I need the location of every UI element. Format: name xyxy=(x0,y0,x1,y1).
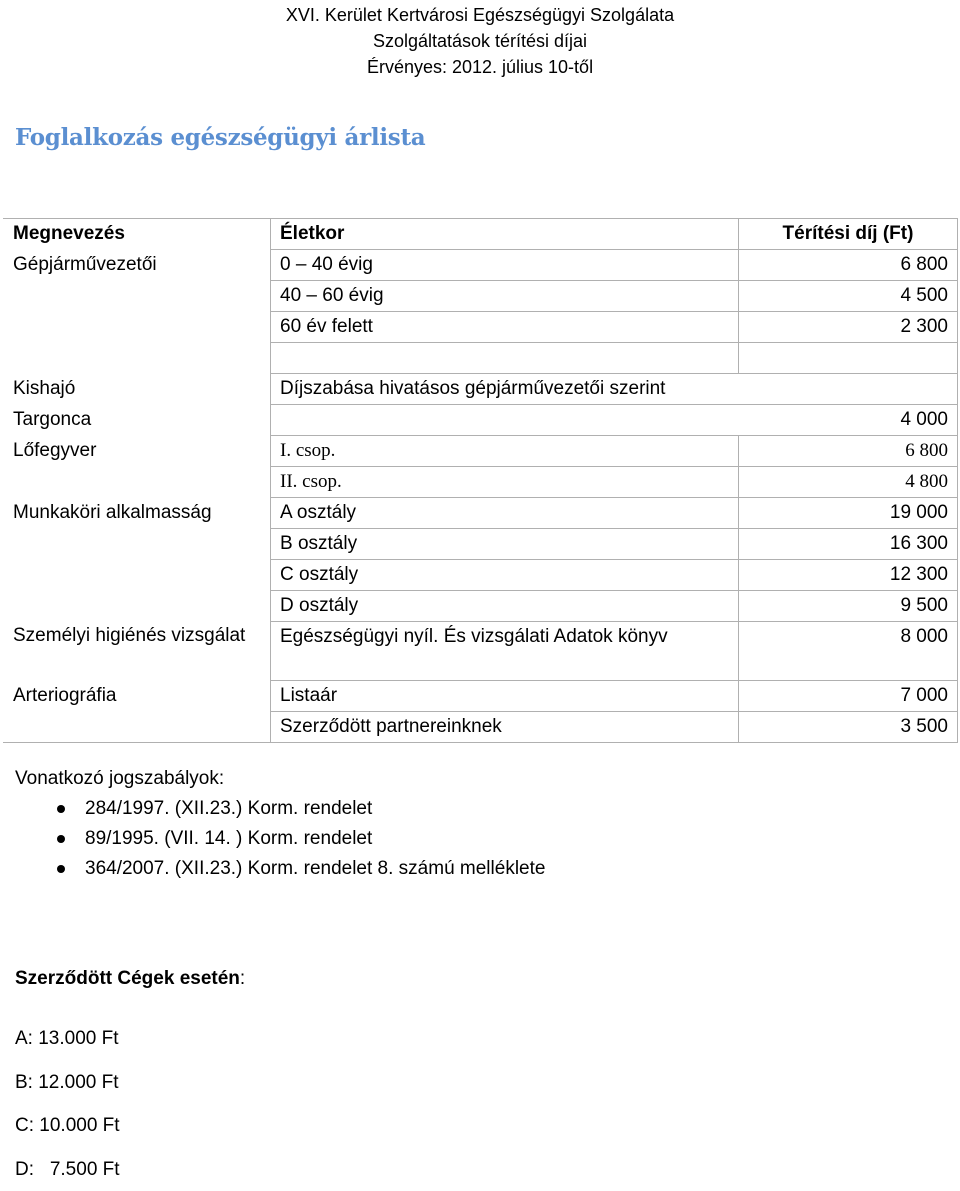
cell-price xyxy=(739,343,958,374)
cell-age: 0 – 40 évig xyxy=(271,250,739,281)
cell-age: II. csop. xyxy=(271,467,739,498)
list-item: 89/1995. (VII. 14. ) Korm. rendelet xyxy=(15,824,545,854)
cell-price: 4 000 xyxy=(271,405,958,436)
cell-price: 6 800 xyxy=(739,250,958,281)
cell-age: Díjszabása hivatásos gépjárművezetői szerint xyxy=(271,374,958,405)
price-table xyxy=(3,218,958,743)
header-line-2: Szolgáltatások térítési díjai xyxy=(0,28,960,54)
cell-age: Szerződött partnereinknek xyxy=(271,712,739,743)
table-row xyxy=(4,681,958,712)
header-line-1: XVI. Kerület Kertvárosi Egészségügyi Szolgálata xyxy=(0,2,960,28)
cell-name xyxy=(4,712,271,743)
cell-name: Munkaköri alkalmasság xyxy=(4,498,271,529)
table-row xyxy=(4,436,958,467)
table-row xyxy=(4,622,958,681)
contract-title-colon: : xyxy=(240,968,245,989)
cell-name: Kishajó xyxy=(4,374,271,405)
table-row xyxy=(4,312,958,343)
cell-age: B osztály xyxy=(271,529,739,560)
cell-name: Személyi higiénés vizsgálat xyxy=(4,622,271,681)
contract-section xyxy=(15,968,245,1191)
cell-name xyxy=(4,281,271,312)
regulations-list xyxy=(15,794,545,884)
table-row xyxy=(4,405,958,436)
document-header xyxy=(0,0,960,80)
regulations-title: Vonatkozó jogszabályok: xyxy=(15,764,545,794)
cell-name: Arteriográfia xyxy=(4,681,271,712)
table-row xyxy=(4,560,958,591)
cell-price: 2 300 xyxy=(739,312,958,343)
cell-price: 8 000 xyxy=(739,622,958,681)
table-row xyxy=(4,591,958,622)
list-item: 364/2007. (XII.23.) Korm. rendelet 8. számú melléklete xyxy=(15,854,545,884)
table-header-row xyxy=(4,219,958,250)
table-row xyxy=(4,498,958,529)
table-row xyxy=(4,281,958,312)
cell-price: 9 500 xyxy=(739,591,958,622)
cell-price: 6 800 xyxy=(739,436,958,467)
column-header-price: Térítési díj (Ft) xyxy=(739,219,958,250)
cell-name xyxy=(4,467,271,498)
cell-name: Lőfegyver xyxy=(4,436,271,467)
cell-age: I. csop. xyxy=(271,436,739,467)
cell-name: Gépjárművezetői xyxy=(4,250,271,281)
regulations-section xyxy=(15,764,545,884)
cell-age: 40 – 60 évig xyxy=(271,281,739,312)
cell-age xyxy=(271,343,739,374)
contract-price-a: A: 13.000 Ft xyxy=(15,1017,245,1061)
cell-age: C osztály xyxy=(271,560,739,591)
table-row xyxy=(4,712,958,743)
cell-age: 60 év felett xyxy=(271,312,739,343)
cell-price: 3 500 xyxy=(739,712,958,743)
contract-price-b: B: 12.000 Ft xyxy=(15,1061,245,1105)
cell-price: 12 300 xyxy=(739,560,958,591)
contract-title-text: Szerződött Cégek esetén xyxy=(15,968,240,989)
cell-price: 16 300 xyxy=(739,529,958,560)
cell-price: 19 000 xyxy=(739,498,958,529)
contract-price-d: D: 7.500 Ft xyxy=(15,1148,245,1191)
table-row xyxy=(4,467,958,498)
cell-price: 4 800 xyxy=(739,467,958,498)
cell-age: Listaár xyxy=(271,681,739,712)
cell-name xyxy=(4,343,271,374)
table-row xyxy=(4,343,958,374)
column-header-age: Életkor xyxy=(271,219,739,250)
column-header-name: Megnevezés xyxy=(4,219,271,250)
contract-title xyxy=(15,968,245,990)
cell-name xyxy=(4,591,271,622)
cell-age: D osztály xyxy=(271,591,739,622)
cell-age: A osztály xyxy=(271,498,739,529)
table-row xyxy=(4,529,958,560)
cell-name xyxy=(4,529,271,560)
cell-age: Egészségügyi nyíl. És vizsgálati Adatok könyv xyxy=(271,622,739,681)
table-row xyxy=(4,250,958,281)
cell-name: Targonca xyxy=(4,405,271,436)
cell-name xyxy=(4,560,271,591)
contract-price-c: C: 10.000 Ft xyxy=(15,1104,245,1148)
header-line-3: Érvényes: 2012. július 10-től xyxy=(0,54,960,80)
cell-name xyxy=(4,312,271,343)
list-item: 284/1997. (XII.23.) Korm. rendelet xyxy=(15,794,545,824)
cell-price: 4 500 xyxy=(739,281,958,312)
table-row xyxy=(4,374,958,405)
page-title: Foglalkozás egészségügyi árlista xyxy=(15,124,425,151)
cell-price: 7 000 xyxy=(739,681,958,712)
